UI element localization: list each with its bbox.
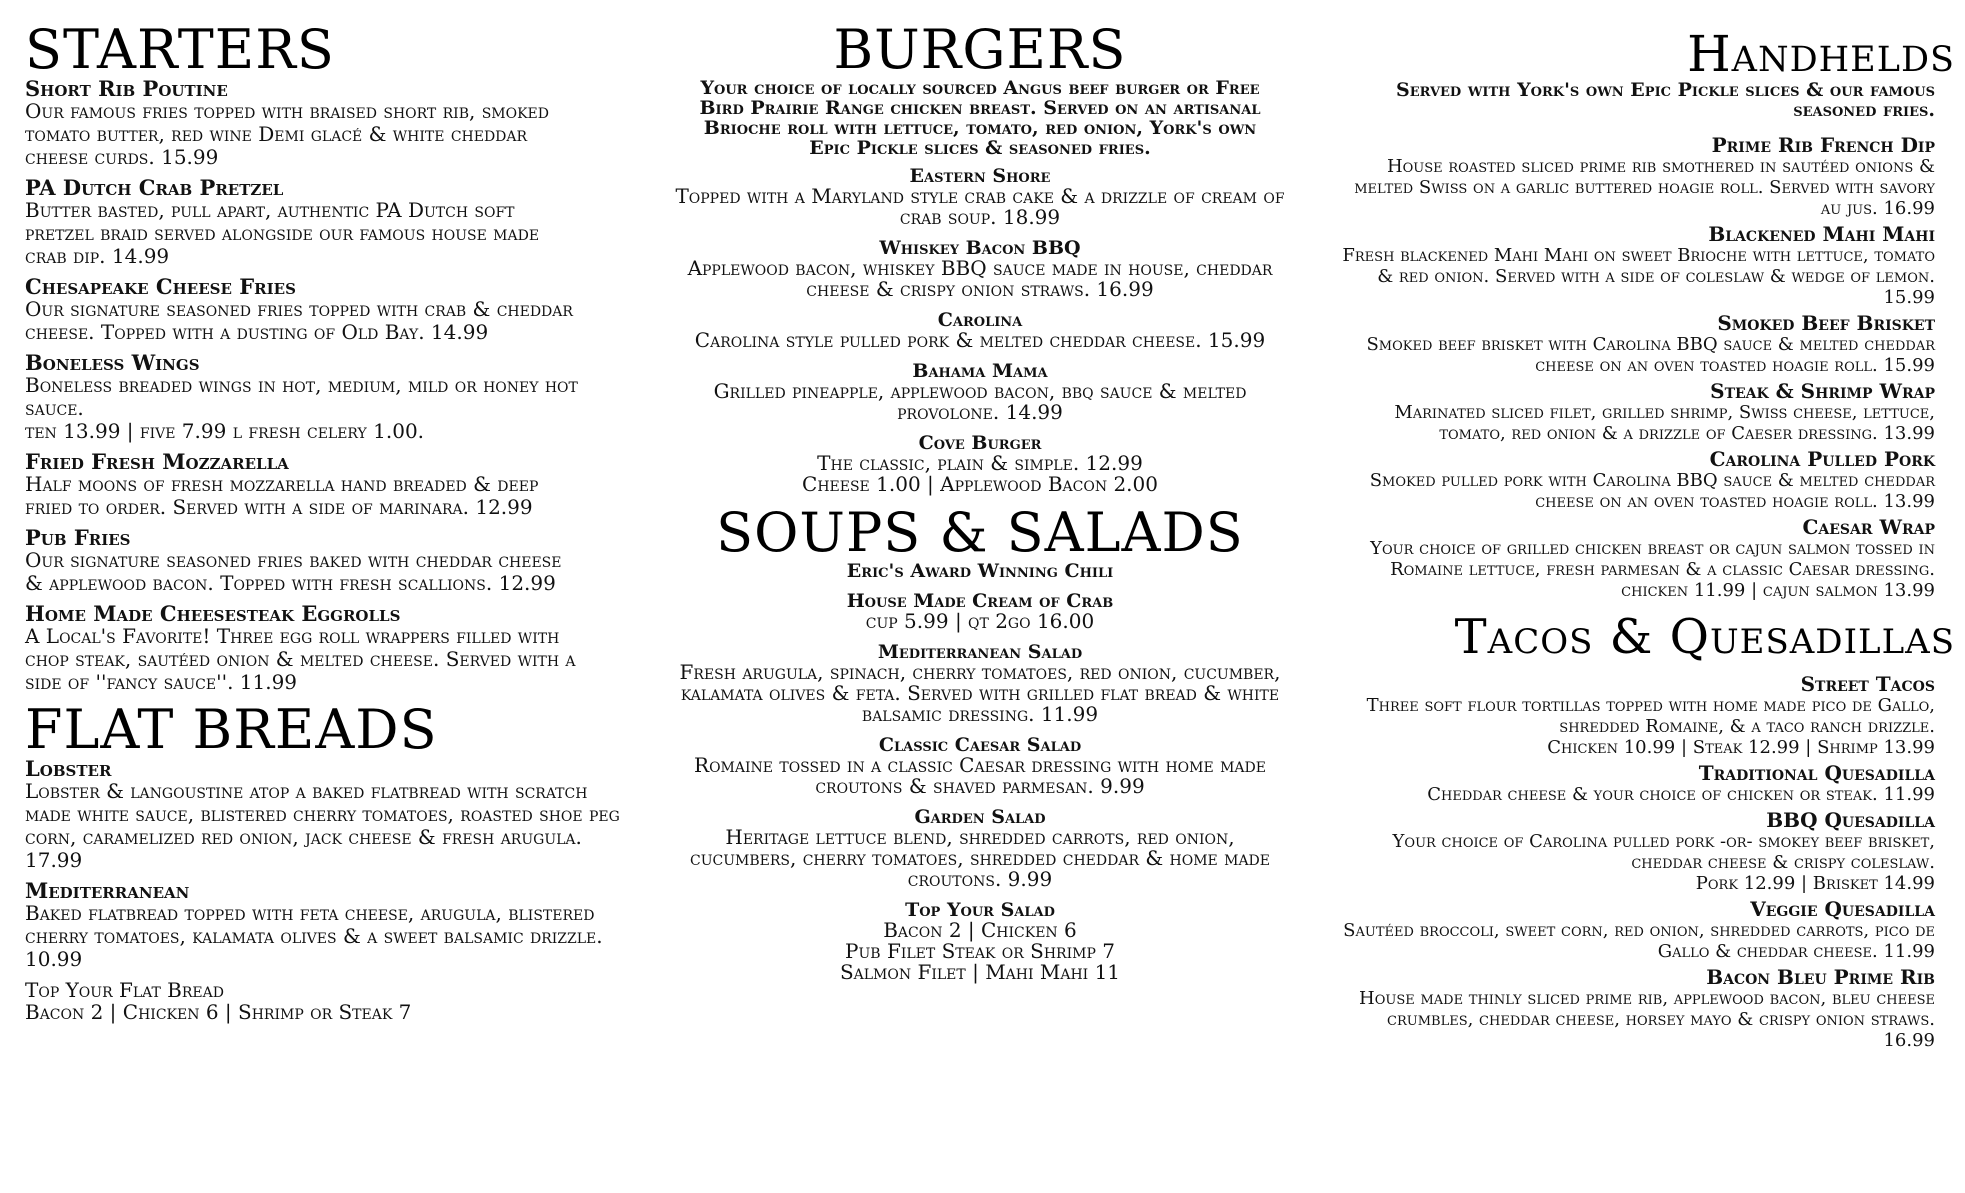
item-description: Your choice of grilled chicken breast or cajun salmon tossed in Romaine lettuce, fresh parmesan & a classic Caesar dressing. [1370,538,1935,580]
item-description: Baked flatbread topped with feta cheese, arugula, blistered cherry tomatoes, kalamata olives & a sweet balsamic drizzle. 10.99 [25,901,603,971]
center-column [675,0,1285,993]
item-name: Eric's Award Winning Chili [846,560,1114,582]
item-description: Sautéed broccoli, sweet corn, red onion, shredded carrots, pico de Gallo & cheddar cheese. 11.99 [1343,920,1935,962]
item-name: Caesar Wrap [1802,515,1935,539]
menu-item [1335,134,1955,219]
menu-item [675,238,1285,300]
item-name: PA Dutch Crab Pretzel [25,175,284,200]
burgers-title: BURGERS [833,18,1127,81]
item-name: Whiskey Bacon BBQ [879,237,1081,259]
item-description: The classic, plain & simple. 12.99 [817,451,1143,475]
item-name: Short Rib Poutine [25,76,228,101]
menu-item [675,591,1285,632]
item-name: Steak & Shrimp Wrap [1710,379,1935,403]
menu-item [25,177,625,268]
item-description: Heritage lettuce blend, shredded carrots, red onion, cucumbers, cherry tomatoes, shredded cheddar & home made croutons. 9.99 [690,825,1270,891]
item-description: Our signature seasoned fries topped with crab & cheddar cheese. Topped with a dusting of Old Bay. 14.99 [25,297,573,344]
item-description: Marinated sliced filet, grilled shrimp, Swiss cheese, lettuce, tomato, red onion & a drizzle of Caeser dressing. 13.99 [1394,402,1935,444]
item-description: Butter basted, pull apart, authentic PA Dutch soft pretzel braid served alongside our famous house made crab dip. 14.99 [25,198,540,268]
item-description: Your choice of Carolina pulled pork -or- smokey beef brisket, cheddar cheese & crispy coleslaw. [1392,831,1935,873]
menu-item [25,451,625,519]
item-name: Cove Burger [918,432,1042,454]
item-description: Our famous fries topped with braised short rib, smoked tomato butter, red wine Demi glacé & white cheddar cheese curds. 15.99 [25,99,550,169]
item-description: Smoked pulled pork with Carolina BBQ sauce & melted cheddar cheese on an oven toasted hoagie roll. 13.99 [1369,470,1935,512]
item-name: Carolina [937,309,1023,331]
top-your-salad-line: Salmon Filet | Mahi Mahi 11 [839,960,1121,984]
item-name: BBQ Quesadilla [1766,808,1935,832]
item-addons: Cheese 1.00 | Applewood Bacon 2.00 [802,472,1158,496]
right-column [1335,0,1955,1055]
item-name: Pub Fries [25,525,131,550]
item-description: Fresh blackened Mahi Mahi on sweet Brioche with lettuce, tomato & red onion. Served with a side of coleslaw & wedge of lemon. 15.99 [1342,245,1935,308]
menu-item [1335,312,1955,376]
menu-item [1335,223,1955,308]
item-description: House roasted sliced prime rib smothered in sautéed onions & melted Swiss on a garlic buttered hoagie roll. Served with savory au jus. 16.99 [1354,156,1935,219]
handhelds-title: Handhelds [1687,25,1955,83]
item-description: Half moons of fresh mozzarella hand breaded & deep fried to order. Served with a side of marinara. 12.99 [25,472,539,519]
item-description: Applewood bacon, whiskey BBQ sauce made in house, cheddar cheese & crispy onion straws. 16.99 [687,256,1273,301]
item-name: Garden Salad [914,806,1046,828]
item-name: Veggie Quesadilla [1750,897,1935,921]
menu-item [1335,809,1955,894]
menu-item [25,758,625,872]
item-name: Mediterranean [25,878,190,903]
item-name: Traditional Quesadilla [1698,761,1935,785]
menu-item [1335,516,1955,601]
menu-item [25,527,625,595]
item-description: Topped with a Maryland style crab cake & a drizzle of cream of crab soup. 18.99 [675,184,1285,229]
menu-item [1335,898,1955,962]
item-description: A Local's Favorite! Three egg roll wrappers filled with chop steak, sautéed onion & melted cheese. Served with a side of ''fancy sauce''. 11.99 [25,624,576,694]
item-description: cup 5.99 | qt 2go 16.00 [865,609,1095,633]
item-name: Eastern Shore [909,165,1051,187]
item-name: Home Made Cheesesteak Eggrolls [25,601,401,626]
handhelds-intro: Served with York's own Epic Pickle slices & our famous seasoned fries. [1395,79,1935,121]
item-description: Romaine tossed in a classic Caesar dressing with home made croutons & shaved parmesan. 9.99 [694,753,1266,798]
menu-item [675,807,1285,890]
item-name: Smoked Beef Brisket [1717,311,1935,335]
menu-item [25,603,625,694]
item-name: Bahama Mama [912,360,1048,382]
flatbreads-title: FLAT BREADS [25,698,438,761]
menu-item [25,880,625,971]
starters-title: STARTERS [25,18,335,81]
left-column [25,0,625,1023]
menu-item [25,276,625,344]
menu-item [675,735,1285,797]
menu-item [25,78,625,169]
item-name: Boneless Wings [25,350,200,375]
item-name: House Made Cream of Crab [846,590,1114,612]
item-name: Mediterranean Salad [877,641,1083,663]
item-name: Fried Fresh Mozzarella [25,449,289,474]
item-description: House made thinly sliced prime rib, applewood bacon, bleu cheese crumbles, cheddar cheese, horsey mayo & crispy onion straws. 16.99 [1359,988,1935,1051]
soups-salads-title: SOUPS & SALADS [716,501,1244,564]
item-description: Three soft flour tortillas topped with home made pico de Gallo, shredded Romaine, & a taco ranch drizzle. [1366,695,1935,737]
top-your-flatbread-options: Bacon 2 | Chicken 6 | Shrimp or Steak 7 [25,1000,412,1024]
item-description: Smoked beef brisket with Carolina BBQ sauce & melted cheddar cheese on an oven toasted hoagie roll. 15.99 [1366,334,1935,376]
item-name: Prime Rib French Dip [1711,133,1935,157]
item-price-options: Chicken 10.99 | Steak 12.99 | Shrimp 13.99 [1547,737,1935,758]
item-description: Our signature seasoned fries baked with cheddar cheese & applewood bacon. Topped with fresh scallions. 12.99 [25,548,562,595]
menu-item [675,433,1285,495]
top-your-salad-line: Bacon 2 | Chicken 6 [883,918,1077,942]
item-price-options: ten 13.99 | five 7.99 l fresh celery 1.00. [25,419,425,443]
item-name: Blackened Mahi Mahi [1708,222,1935,246]
menu-item [1335,380,1955,444]
menu-item [675,561,1285,581]
item-description: Boneless breaded wings in hot, medium, mild or honey hot sauce. [25,373,578,420]
menu-item [675,310,1285,351]
top-your-salad-line: Pub Filet Steak or Shrimp 7 [845,939,1115,963]
menu-item [25,352,625,443]
item-name: Bacon Bleu Prime Rib [1706,965,1935,989]
item-name: Chesapeake Cheese Fries [25,274,296,299]
menu-item [675,900,1285,983]
item-description: Carolina style pulled pork & melted cheddar cheese. 15.99 [694,328,1266,352]
item-description: Cheddar cheese & your choice of chicken or steak. 11.99 [1427,784,1935,805]
item-price-options: chicken 11.99 | cajun salmon 13.99 [1621,580,1935,601]
menu-item [675,361,1285,423]
item-name: Classic Caesar Salad [878,734,1082,756]
item-description: Fresh arugula, spinach, cherry tomatoes, red onion, cucumber, kalamata olives & feta. Served with grilled flat bread & white balsamic dressing. 11.99 [679,660,1281,726]
menu-item [1335,762,1955,805]
item-name: Lobster [25,756,112,781]
menu-item [675,166,1285,228]
menu-item [1335,448,1955,512]
top-your-salad-title: Top Your Salad [905,899,1055,921]
burgers-intro: Your choice of locally sourced Angus beef burger or Free Bird Prairie Range chicken breast. Served on an artisanal Brioche roll with lettuce, tomato, red onion, York's own Epic Pickle slices & seasoned fries. [699,77,1261,159]
top-your-flatbread-title: Top Your Flat Bread [25,978,224,1002]
menu-item [1335,673,1955,758]
menu-item [675,642,1285,725]
item-price-options: Pork 12.99 | Brisket 14.99 [1695,873,1935,894]
menu-item [1335,966,1955,1051]
item-name: Street Tacos [1800,672,1935,696]
item-description: Lobster & langoustine atop a baked flatbread with scratch made white sauce, blistered cherry tomatoes, roasted shoe peg corn, caramelized red onion, jack cheese & fresh arugula. 17.99 [25,779,620,872]
item-name: Carolina Pulled Pork [1709,447,1935,471]
item-description: Grilled pineapple, applewood bacon, bbq sauce & melted provolone. 14.99 [713,379,1247,424]
tacos-quesadillas-title: Tacos & Quesadillas [1454,609,1955,665]
